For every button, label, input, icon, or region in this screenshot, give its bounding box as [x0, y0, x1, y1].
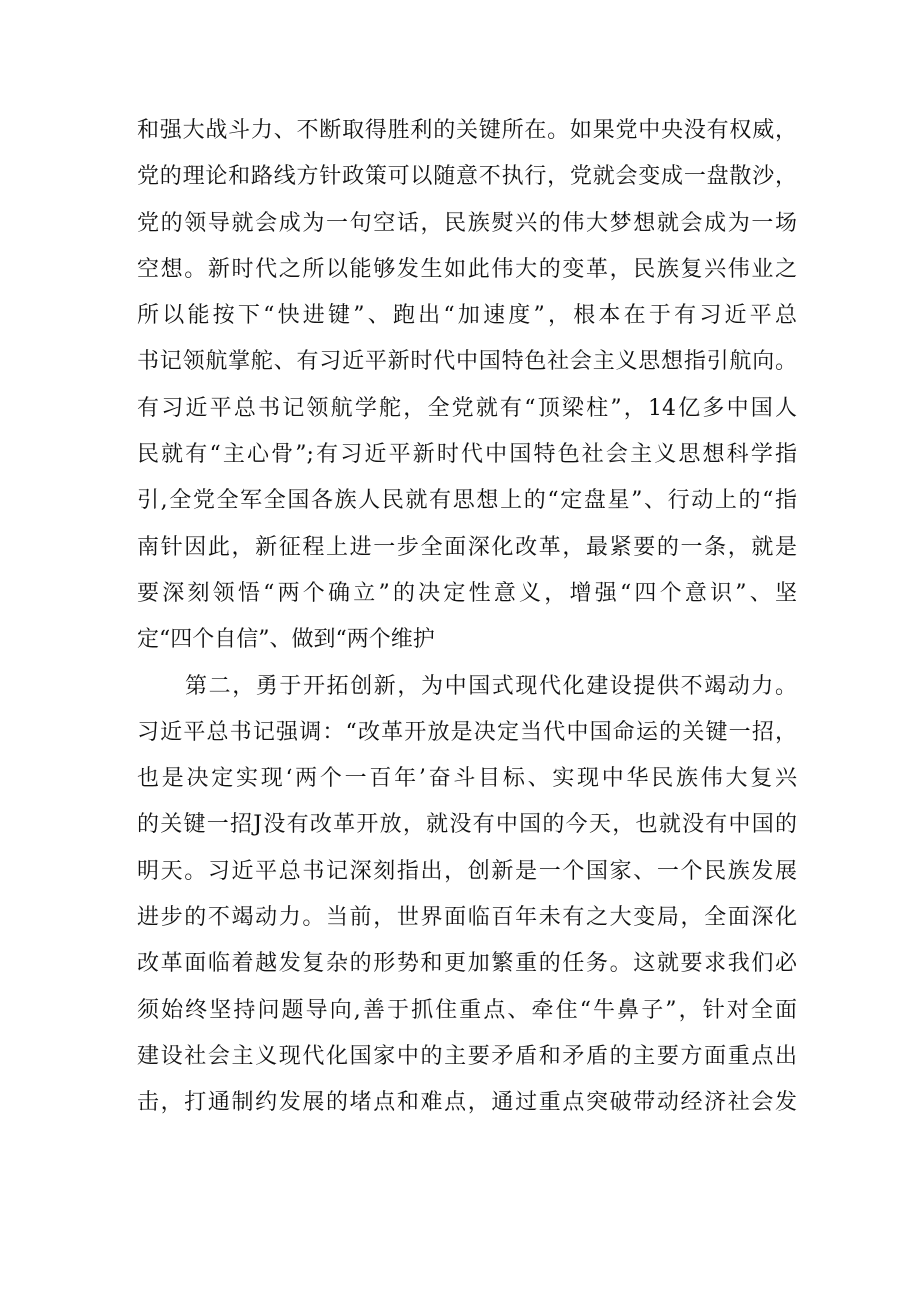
text-line: 党的理论和路线方针政策可以随意不执行，党就会变成一盘散沙，: [137, 164, 797, 190]
paragraph-end-line: 定“四个自信”、做到“两个维护: [137, 627, 435, 653]
text-line: 书记领航掌舵、有习近平新时代中国特色社会主义思想指引航向。: [137, 349, 797, 375]
text-line: 也是决定实现‘两个一百年’奋斗目标、实现中华民族伟大复兴: [137, 766, 797, 792]
body-text: [137, 108, 797, 1127]
section-heading-line: 第二，勇于开拓创新，为中国式现代化建设提供不竭动力。: [185, 673, 797, 699]
text-line: 进步的不竭动力。当前，世界面临百年未有之大变局，全面深化: [137, 905, 797, 931]
text-line: 须始终坚持问题导向,善于抓住重点、牵住“牛鼻子”，针对全面: [137, 997, 797, 1023]
text-line: 要深刻领悟“两个确立”的决定性意义，增强“四个意识”、坚: [137, 580, 797, 606]
text-line: 习近平总书记强调：“改革开放是决定当代中国命运的关键一招，: [137, 719, 797, 745]
text-line: 改革面临着越发复杂的形势和更加繁重的任务。这就要求我们必: [137, 951, 797, 977]
text-line: 明天。习近平总书记深刻指出，创新是一个国家、一个民族发展: [137, 858, 797, 884]
text-line: 建设社会主义现代化国家中的主要矛盾和矛盾的主要方面重点出: [137, 1043, 797, 1069]
text-line: 引,全党全军全国各族人民就有思想上的“定盘星”、行动上的“指: [137, 488, 797, 514]
text-line: 党的领导就会成为一句空话，民族熨兴的伟大梦想就会成为一场: [137, 210, 797, 236]
text-line: 所以能按下“快进键”、跑出“加速度”，根本在于有习近平总: [137, 303, 797, 329]
text-line: 和强大战斗力、不断取得胜利的关键所在。如果党中央没有权威，: [137, 118, 797, 143]
text-line: 击，打通制约发展的堵点和难点，通过重点突破带动经济社会发: [137, 1090, 797, 1116]
text-line: 空想。新时代之所以能够发生如此伟大的变革，民族复兴伟业之: [137, 256, 797, 282]
text-line: 的关键一招J没有改革开放，就没有中国的今天，也就没有中国的: [137, 812, 797, 838]
text-line: 南针因此，新征程上进一步全面深化改革，最紧要的一条，就是: [137, 534, 797, 560]
text-line: 民就有“主心骨”;有习近平新时代中国特色社会主义思想科学指: [137, 442, 797, 468]
text-line: 有习近平总书记领航学舵，全党就有“顶梁柱”，14亿多中国人: [137, 395, 797, 421]
